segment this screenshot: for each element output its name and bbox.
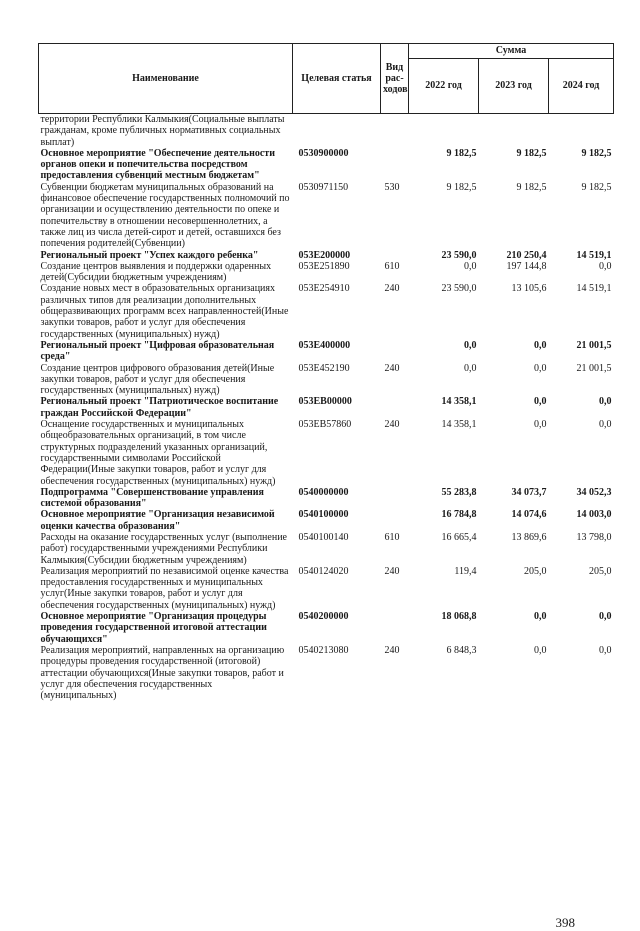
table-row (39, 148, 614, 182)
row-sum-2022: 23 590,0 (441, 249, 477, 261)
row-sum-2023: 0,0 (534, 644, 547, 656)
row-name: Основное мероприятие "Организация независимой оценки качества образования" (40, 509, 275, 532)
table-row (39, 283, 614, 339)
row-name: Субвенции бюджетам муниципальных образований на финансовое обеспечение государственных полномочий по организации и осуществлению деятельности по опеке и попечительству в отношении несовершеннолетних, а также лиц из числа детей-сирот и детей, оставшихся без попечения родителей(Субвенции) (40, 181, 290, 250)
header-vid: Вид рас-ходов (381, 44, 409, 114)
row-sum-2022: 119,4 (454, 565, 477, 577)
row-name: Региональный проект "Цифровая образовательная среда" (40, 339, 275, 363)
table-row (39, 419, 614, 487)
row-sum-2023: 0,0 (534, 362, 547, 374)
row-sum-2022: 9 182,5 (446, 147, 477, 159)
table-row (39, 487, 614, 510)
row-sum-2022: 16 665,4 (441, 531, 477, 543)
row-sum-2024: 0,0 (599, 419, 612, 431)
row-expense-type (381, 509, 409, 532)
table-row (39, 261, 614, 284)
row-expense-type (381, 611, 409, 645)
row-sum-2022: 0,0 (464, 260, 477, 272)
row-name: Реализация мероприятий по независимой оценке качества предоставления государственных и муниципальных услуг(Иные закупки товаров, работ и услуг для обеспечения государственных (муниципальных) нужд) (40, 565, 289, 611)
row-name: Создание центров цифрового образования детей(Иные закупки товаров, работ и услуг для обеспечения государственных (муниципальных) нужд) (40, 362, 275, 397)
table-header (39, 44, 614, 114)
table-body (39, 114, 614, 702)
row-expense-type: 240 (384, 362, 400, 374)
row-code (293, 114, 381, 148)
row-code: 0540200000 (298, 611, 349, 623)
row-sum-2024: 9 182,5 (581, 147, 612, 159)
header-year-2023: 2023 год (479, 59, 549, 114)
row-name: Подпрограмма "Совершенствование управления системой образования" (40, 486, 264, 510)
row-name: Создание центров выявления и поддержки одаренных детей(Субсидии бюджетным учреждениям) (40, 260, 272, 284)
row-sum-2022: 0,0 (464, 362, 477, 374)
table-row (39, 363, 614, 397)
row-expense-type (381, 340, 409, 363)
row-name: Основное мероприятие "Организация процедуры проведения государственной итоговой аттестации обучающихся" (40, 611, 267, 645)
row-sum-2023: 9 182,5 (516, 181, 547, 193)
row-sum-2023: 0,0 (534, 611, 547, 623)
row-sum-2023: 205,0 (524, 565, 547, 577)
row-sum-2024: 0,0 (599, 611, 612, 623)
row-expense-type: 530 (384, 181, 400, 193)
row-sum-2024: 14 519,1 (576, 283, 612, 295)
row-sum-2024: 34 052,3 (576, 486, 612, 498)
table-row (39, 250, 614, 261)
row-sum-2022 (409, 114, 479, 148)
row-code: 0540100000 (298, 509, 349, 521)
row-sum-2023: 0,0 (534, 396, 547, 408)
row-sum-2022: 23 590,0 (441, 283, 477, 295)
row-sum-2022: 9 182,5 (446, 181, 477, 193)
budget-table (38, 43, 614, 701)
row-expense-type: 240 (384, 644, 400, 656)
table-row (39, 566, 614, 611)
row-name: Региональный проект "Успех каждого ребенка" (40, 249, 259, 261)
row-sum-2024: 205,0 (589, 565, 612, 577)
row-sum-2022: 55 283,8 (441, 486, 477, 498)
row-code: 053EB00000 (298, 396, 352, 408)
row-sum-2022: 16 784,8 (441, 509, 477, 521)
row-code: 053E251890 (298, 260, 350, 272)
row-expense-type (381, 396, 409, 419)
table-row (39, 182, 614, 250)
row-code: 0530971150 (298, 181, 349, 193)
row-sum-2023: 0,0 (534, 339, 547, 351)
row-expense-type: 610 (384, 531, 400, 543)
row-sum-2022: 0,0 (464, 339, 477, 351)
row-sum-2023: 197 144,8 (506, 260, 547, 272)
table-row (39, 532, 614, 566)
row-expense-type (381, 250, 409, 261)
header-code: Целевая статья (293, 44, 381, 114)
row-sum-2024: 14 003,0 (576, 509, 612, 521)
row-sum-2024: 21 001,5 (576, 339, 612, 351)
row-code: 053E200000 (298, 249, 351, 261)
row-expense-type: 610 (384, 260, 400, 272)
table-row (39, 509, 614, 532)
table-row (39, 340, 614, 363)
row-sum-2022: 6 848,3 (446, 644, 477, 656)
table-row (39, 114, 614, 148)
row-code: 0530900000 (298, 147, 349, 159)
row-sum-2024: 21 001,5 (576, 362, 612, 374)
row-expense-type: 240 (384, 283, 400, 295)
table-row (39, 645, 614, 701)
row-sum-2023: 9 182,5 (516, 147, 547, 159)
row-expense-type: 240 (384, 419, 400, 431)
row-code: 0540213080 (298, 644, 349, 656)
row-sum-2023: 0,0 (534, 419, 547, 431)
row-code: 053E400000 (298, 339, 351, 351)
row-sum-2024: 0,0 (599, 260, 612, 272)
row-expense-type (381, 148, 409, 182)
row-expense-type: 240 (384, 565, 400, 577)
row-name: Расходы на оказание государственных услуг (выполнение работ) государственными учреждениями Республики Калмыкия(Субсидии бюджетным учреждениям) (40, 531, 287, 566)
row-sum-2024: 0,0 (599, 396, 612, 408)
row-code: 0540124020 (298, 565, 349, 577)
row-name: Создание новых мест в образовательных организациях различных типов для реализации дополнительных общеразвивающих программ всех направленностей(Иные закупки товаров, работ и услуг для обеспечения государственных (муниципальных) нужд) (40, 283, 289, 340)
row-expense-type (381, 487, 409, 510)
page-number: 398 (555, 915, 575, 930)
row-sum-2023: 210 250,4 (506, 249, 547, 261)
row-sum-2024: 14 519,1 (576, 249, 612, 261)
row-sum-2023: 34 073,7 (511, 486, 547, 498)
row-sum-2024: 9 182,5 (581, 181, 612, 193)
row-code: 053E452190 (298, 362, 350, 374)
header-sum: Сумма (409, 44, 614, 59)
row-sum-2023: 14 074,6 (511, 509, 547, 521)
row-sum-2023 (479, 114, 549, 148)
budget-page (38, 43, 613, 930)
row-sum-2024: 0,0 (599, 644, 612, 656)
row-name: территории Республики Калмыкия(Социальные выплаты гражданам, кроме публичных нормативных социальных выплат) (40, 114, 285, 148)
row-code: 053EB57860 (298, 419, 352, 431)
header-year-2024: 2024 год (549, 59, 614, 114)
row-name: Оснащение государственных и муниципальных общеобразовательных организаций, в том числе структурных подразделений указанных организаций, государственными символами Российской Федерации(Иные закупки товаров, работ и услуг для обеспечения государственных (муниципальных) нужд) (40, 419, 276, 487)
row-sum-2022: 14 358,1 (441, 419, 477, 431)
row-expense-type (381, 114, 409, 148)
row-sum-2022: 18 068,8 (441, 611, 477, 623)
header-name: Наименование (39, 44, 293, 114)
table-row (39, 611, 614, 645)
row-name: Реализация мероприятий, направленных на организацию процедуры проведения государственной (итоговой) аттестации обучающихся(Иные закупки товаров, работ и услуг для обеспечения государственных (муниципальных) (40, 644, 285, 702)
row-code: 053E254910 (298, 283, 350, 295)
row-sum-2022: 14 358,1 (441, 396, 477, 408)
row-code: 0540000000 (298, 486, 349, 498)
header-year-2022: 2022 год (409, 59, 479, 114)
table-row (39, 396, 614, 419)
row-sum-2023: 13 105,6 (511, 283, 547, 295)
row-sum-2023: 13 869,6 (511, 531, 547, 543)
row-sum-2024 (549, 114, 614, 148)
row-name: Региональный проект "Патриотическое воспитание граждан Российской Федерации" (40, 396, 279, 419)
row-name: Основное мероприятие "Обеспечение деятельности органов опеки и попечительства посредством предоставления субвенций местным бюджетам" (40, 147, 275, 182)
row-sum-2024: 13 798,0 (576, 531, 612, 543)
row-code: 0540100140 (298, 531, 349, 543)
